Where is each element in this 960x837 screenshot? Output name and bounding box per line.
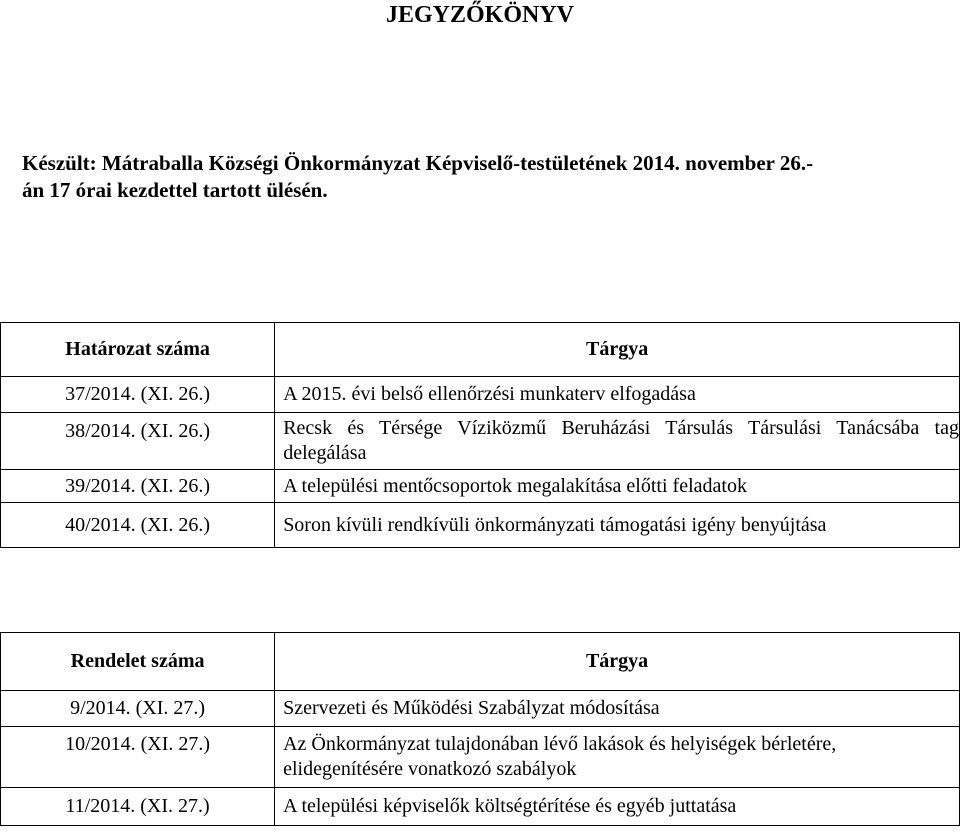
resolutions-header-subject: Tárgya bbox=[275, 323, 960, 377]
table-row bbox=[1, 377, 960, 413]
intro-line-2: án 17 órai kezdettel tartott ülésén. bbox=[22, 178, 328, 202]
table-row bbox=[1, 503, 960, 548]
resolution-subject: Recsk és Térsége Víziközmű Beruházási Társulás Társulási Tanácsába tag delegálása bbox=[275, 413, 960, 470]
table-row bbox=[1, 727, 960, 788]
ordinances-header-number: Rendelet száma bbox=[1, 633, 275, 691]
resolutions-table bbox=[0, 322, 960, 548]
resolution-subject: A 2015. évi belső ellenőrzési munkaterv elfogadása bbox=[275, 377, 960, 413]
resolutions-header-number: Határozat száma bbox=[1, 323, 275, 377]
resolution-number: 39/2014. (XI. 26.) bbox=[1, 470, 275, 503]
table-row bbox=[1, 691, 960, 727]
resolution-number: 38/2014. (XI. 26.) bbox=[1, 413, 275, 470]
resolution-subject: Soron kívüli rendkívüli önkormányzati támogatási igény benyújtása bbox=[275, 503, 960, 548]
intro-line-1: Készült: Mátraballa Községi Önkormányzat Képviselő-testületének 2014. november 26.- bbox=[22, 151, 814, 175]
ordinance-number: 11/2014. (XI. 27.) bbox=[1, 788, 275, 826]
ordinance-number: 9/2014. (XI. 27.) bbox=[1, 691, 275, 727]
table-row bbox=[1, 788, 960, 826]
ordinance-subject: Szervezeti és Működési Szabályzat módosítása bbox=[275, 691, 960, 727]
ordinances-table bbox=[0, 632, 960, 826]
ordinances-header-subject: Tárgya bbox=[275, 633, 960, 691]
table-row bbox=[1, 413, 960, 470]
ordinance-subject: A települési képviselők költségtérítése és egyéb juttatása bbox=[275, 788, 960, 826]
ordinance-subject: Az Önkormányzat tulajdonában lévő lakások és helyiségek bérletére, elidegenítésére vonatkozó szabályok bbox=[275, 727, 960, 788]
ordinance-number: 10/2014. (XI. 27.) bbox=[1, 727, 275, 788]
table-row bbox=[1, 470, 960, 503]
resolution-subject: A települési mentőcsoportok megalakítása előtti feladatok bbox=[275, 470, 960, 503]
document-title: JEGYZŐKÖNYV bbox=[385, 2, 574, 28]
resolution-number: 40/2014. (XI. 26.) bbox=[1, 503, 275, 548]
intro-paragraph bbox=[22, 150, 937, 204]
resolution-number: 37/2014. (XI. 26.) bbox=[1, 377, 275, 413]
